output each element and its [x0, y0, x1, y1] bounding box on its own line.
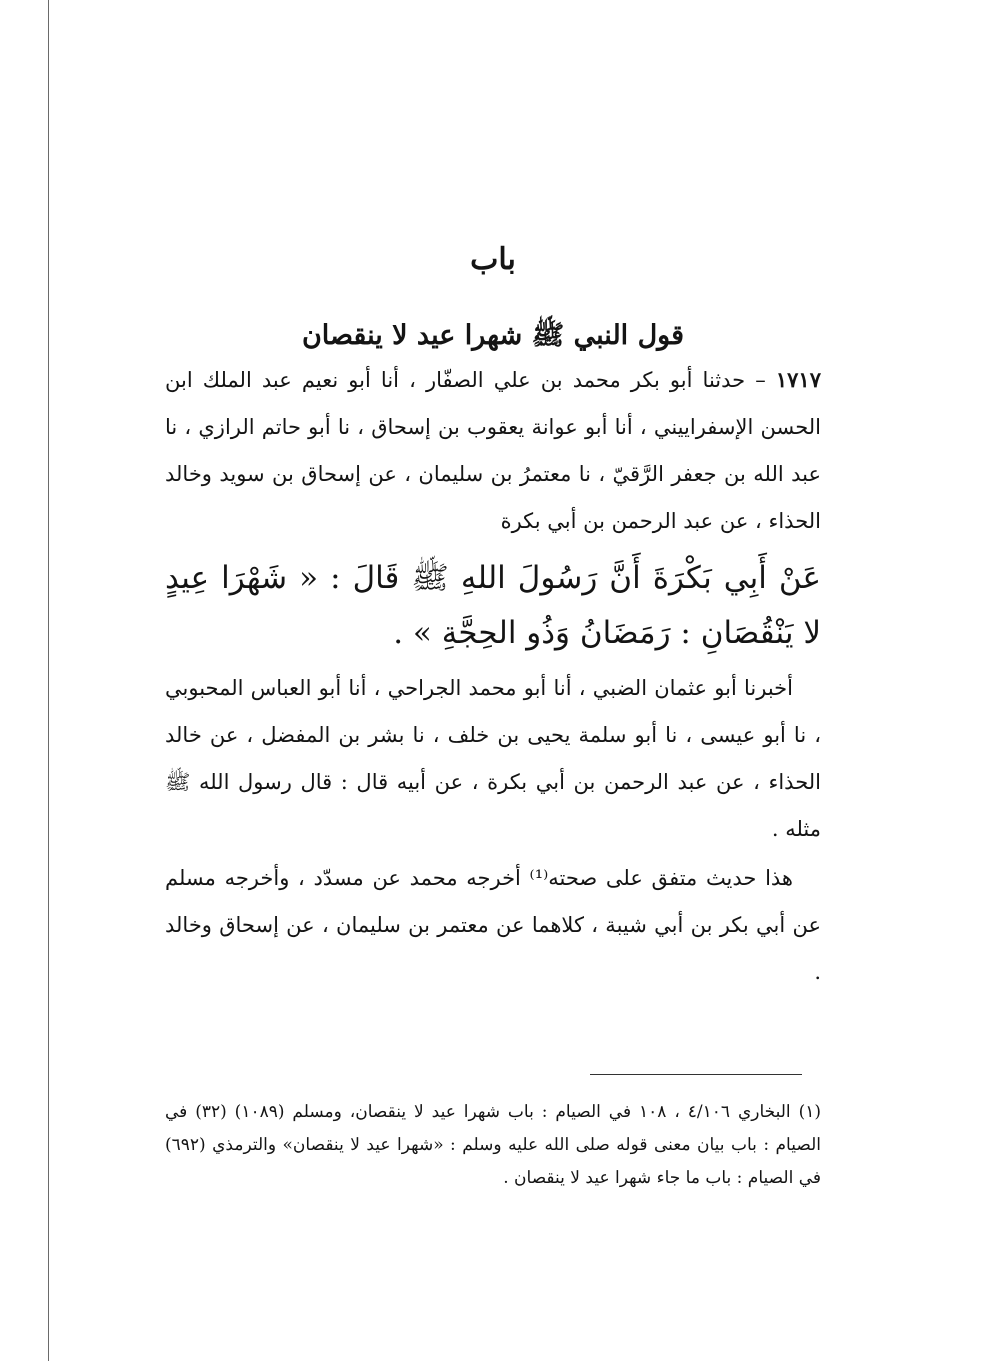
footnote-divider — [590, 1074, 802, 1075]
left-margin-rule — [48, 0, 49, 1361]
footnote: (١) البخاري ٤/١٠٦ ، ١٠٨ في الصيام : باب شهرا عيد لا ينقصان، ومسلم (١٠٨٩) (٣٢) في الصيام : باب بيان معنى قوله صلى الله عليه وسلم : «شهرا عيد لا ينقصان» والترمذي (٦٩٢) في الصيام : باب ما جاء شهرا عيد لا ينقصان . — [165, 1102, 821, 1188]
isnad-text-1: – حدثنا أبو بكر محمد بن علي الصفّار ، أنا أبو نعيم عبد الملك ابن الحسن الإسفراييني ، أنا أبو عوانة يعقوب بن إسحاق ، نا أبو حاتم الرازي ، نا عبد الله بن جعفر الرَّقيّ ، نا معتمرُ بن سليمان ، عن إسحاق بن سويد وخالد الحذاء ، عن عبد الرحمن بن أبي بكرة — [165, 368, 821, 533]
hadith-number: ١٧١٧ — [775, 367, 821, 392]
hadith-text: عَنْ أَبِي بَكْرَةَ أَنَّ رَسُولَ اللهِ ﷺ قَالَ : « شَهْرَا عِيدٍ لا يَنْقُصَانِ : رَمَضَانُ وَذُو الحِجَّةِ » . — [165, 560, 821, 651]
page-body — [165, 240, 821, 996]
isnad-paragraph-1 — [165, 356, 821, 545]
isnad-paragraph-2: أخبرنا أبو عثمان الضبي ، أنا أبو محمد الجراحي ، أنا أبو العباس المحبوبي ، نا أبو عيسى ، نا أبو سلمة يحيى بن خلف ، نا بشر بن المفضل ، عن خالد الحذاء ، عن عبد الرحمن بن أبي بكرة ، عن أبيه قال : قال رسول الله ﷺ مثله . — [165, 676, 821, 841]
commentary-paragraph: هذا حديث متفق على صحته⁽¹⁾ أخرجه محمد عن مسدّد ، وأخرجه مسلم عن أبي بكر بن أبي شيبة ، كلاهما عن معتمر بن سليمان ، عن إسحاق وخالد . — [165, 866, 821, 984]
chapter-title: قول النبي ﷺ شهرا عيد لا ينقصان — [301, 320, 685, 351]
section-heading-bab: باب — [470, 242, 516, 277]
